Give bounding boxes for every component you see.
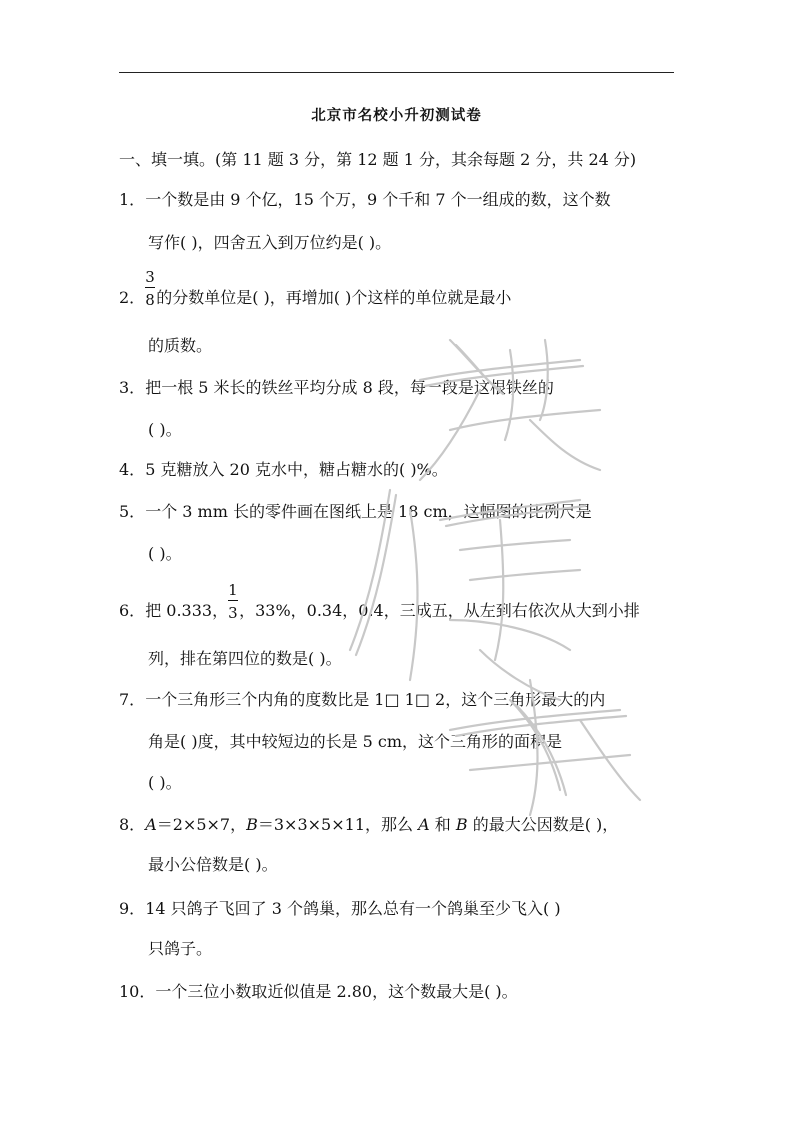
question-text: 一个 3 mm 长的零件画在图纸上是 18 cm，这幅图的比例尺是 — [145, 502, 592, 521]
question-9-cont: 只鸽子。 — [148, 939, 213, 958]
question-text: 和 — [429, 815, 456, 834]
question-text: ＝3×3×5×11，那么 — [257, 815, 419, 834]
question-6 — [119, 581, 640, 622]
fraction-numerator: 3 — [145, 268, 155, 286]
fraction-numerator: 1 — [228, 581, 238, 599]
variable-a: A — [418, 815, 430, 834]
header-rule — [119, 72, 674, 73]
question-number: 1． — [119, 190, 146, 209]
question-6-cont: 列，排在第四位的数是( )。 — [148, 649, 342, 668]
question-1 — [119, 190, 611, 210]
fraction-denominator: 8 — [145, 291, 155, 309]
variable-b: B — [455, 815, 468, 834]
question-text: 把一根 5 米长的铁丝平均分成 8 段，每一段是这根铁丝的 — [145, 378, 554, 397]
question-10 — [119, 982, 518, 1002]
question-number: 6． — [119, 601, 146, 620]
question-3 — [119, 378, 554, 398]
fraction-denominator: 3 — [228, 604, 238, 622]
page-title: 北京市名校小升初测试卷 — [311, 108, 482, 124]
fraction — [145, 268, 156, 309]
question-2 — [119, 268, 512, 309]
question-text: 把 0.333， — [145, 601, 229, 620]
question-4 — [119, 460, 448, 480]
question-number: 3． — [119, 378, 146, 397]
question-number: 10． — [119, 982, 156, 1001]
variable-b: B — [246, 815, 258, 834]
question-text: ＝2×5×7， — [156, 815, 247, 834]
question-text-rest: ，33%，0.34，0.4，三成五，从左到右依次从大到小排 — [239, 601, 640, 620]
variable-a: A — [145, 815, 157, 834]
question-7 — [119, 690, 605, 710]
question-2-cont: 的质数。 — [148, 336, 213, 355]
section-heading: 一、填一填。(第 11 题 3 分，第 12 题 1 分，其余每题 2 分，共 24 分) — [119, 150, 637, 169]
question-text: 14 只鸽子飞回了 3 个鸽巢，那么总有一个鸽巢至少飞入( ) — [145, 899, 561, 918]
question-number: 5． — [119, 502, 146, 521]
question-8 — [119, 815, 618, 835]
question-text: 的最大公因数是( )， — [467, 815, 619, 834]
question-text: 一个三位小数取近似值是 2.80，这个数最大是( )。 — [155, 982, 518, 1001]
question-5-cont: ( )。 — [148, 544, 182, 563]
question-number: 7． — [119, 690, 146, 709]
question-number: 2． — [119, 288, 146, 307]
question-text: 的分数单位是( )，再增加( )个这样的单位就是最小 — [156, 288, 512, 307]
question-8-cont: 最小公倍数是( )。 — [148, 855, 278, 874]
question-1-cont: 写作( )，四舍五入到万位约是( )。 — [148, 233, 392, 252]
question-7-cont: 角是( )度，其中较短边的长是 5 cm，这个三角形的面积是 — [148, 732, 563, 751]
question-number: 8． — [119, 815, 146, 834]
question-number: 4． — [119, 460, 146, 479]
question-5 — [119, 502, 592, 522]
question-number: 9． — [119, 899, 146, 918]
question-text: 5 克糖放入 20 克水中，糖占糖水的( )%。 — [145, 460, 448, 479]
question-3-cont: ( )。 — [148, 420, 182, 439]
question-9 — [119, 899, 561, 919]
fraction — [228, 581, 239, 622]
question-text: 一个数是由 9 个亿，15 个万，9 个千和 7 个一组成的数，这个数 — [145, 190, 611, 209]
question-7-cont-2: ( )。 — [148, 773, 182, 792]
question-text: 一个三角形三个内角的度数比是 1□ 1□ 2，这个三角形最大的内 — [145, 690, 606, 709]
